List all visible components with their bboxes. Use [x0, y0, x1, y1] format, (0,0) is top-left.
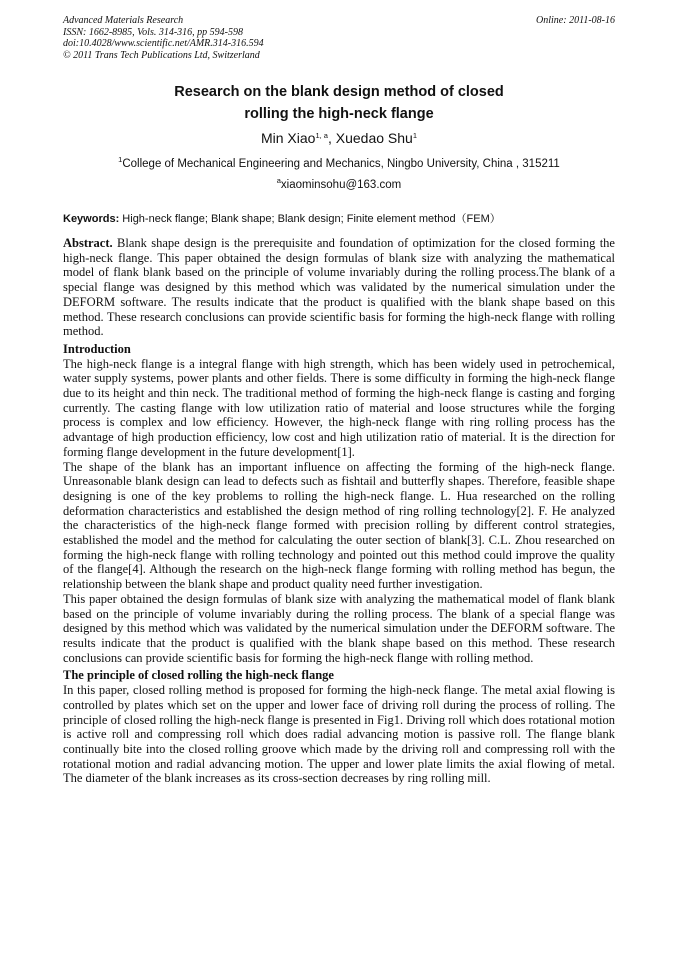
abstract-label: Abstract. [63, 236, 113, 250]
paper-body [63, 236, 615, 786]
section-heading-introduction: Introduction [63, 341, 131, 356]
email-mark: a [276, 176, 281, 185]
online-date: Online: 2011-08-16 [536, 15, 615, 26]
section-heading-principle: The principle of closed rolling the high-neck flange [63, 668, 334, 683]
title-line-1: Research on the blank design method of closed [174, 84, 504, 100]
affiliation-mark: 1 [118, 155, 123, 164]
author-list [63, 129, 615, 147]
affiliation [63, 157, 615, 171]
author-affiliation-mark: 1, a [315, 131, 328, 140]
paper-title [63, 81, 615, 125]
author-name: Min Xiao [260, 130, 316, 146]
author-affiliation-mark: 1 [412, 131, 417, 140]
abstract-text: Blank shape design is the prerequisite and foundation of optimization for the closed forming the high-neck flange. This paper obtained the design formulas of blank size with analyzing the mathematical model of flank blank based on the principle of volume invariably during the rolling process.The blank of a special flange was designed by this method which was validated by the numerical simulation under the DEFORM software. The results indicate that the product is qualified with the blank shape based on this method. These research conclusions can provide scientific basis for forming the high-neck flange with rolling method. [63, 236, 615, 339]
abstract [63, 236, 615, 339]
keywords-label: Keywords: [63, 213, 120, 225]
body-paragraph: The high-neck flange is a integral flange with high strength, which has been widely used in petrochemical, water supply systems, power plants and other fields. There is some difficulty in forming the high-neck flange due to its height and thin neck. The traditional method of forming the high-neck flange is casting and forging currently. The casting flange with low utilization ratio of material and loose structures while the forging process is complex and low efficiency. However, the high-neck flange with ring rolling process has the advantage of high production efficiency, low cost and high utilization ratio of material. It is the direction for forming flange development in the future development[1]. [63, 356, 615, 459]
copyright-line: © 2011 Trans Tech Publications Ltd, Switzerland [63, 49, 260, 61]
title-line-2: rolling the high-neck flange [244, 106, 434, 122]
email-text: xiaominsohu@163.com [280, 179, 402, 191]
journal-name: Advanced Materials Research [63, 15, 184, 26]
author-name: Xuedao Shu [335, 130, 413, 146]
keywords-text: High-neck flange; Blank shape; Blank design; Finite element method（FEM） [119, 213, 501, 225]
body-paragraph: This paper obtained the design formulas of blank size with analyzing the mathematical model of flank blank based on the principle of volume invariably during the rolling process. The blank of a special flange was designed by this method which was validated by the numerical simulation under the DEFORM software. The results indicate that the product is qualified with the blank shape based on this method. These research conclusions can provide scientific basis for forming the high-neck flange with rolling method. [63, 591, 615, 665]
journal-header [63, 15, 615, 61]
author-separator: , [327, 130, 336, 146]
body-paragraph: The shape of the blank has an important influence on affecting the forming of the high-neck flange. Unreasonable blank design can lead to defects such as fishtail and butterfly shapes. Therefore, feasible shape designing is one of the key problems to rolling the high-neck flange. L. Hua researched on the rolling deformation characteristics and established the design method of ring rolling technology[2]. F. He analyzed the characteristics of the high-neck flange formed with precision rolling by different control strategies, established the model and the method for calculating the outer section of blank[3]. C.L. Zhou researched on forming the high-neck flange with rolling technology and pointed out this method could improve the quality of the flange[4]. Although the research on the high-neck flange forming with rolling method has begun, the relationship between the blank shape and product quality need further investigation. [63, 459, 615, 592]
author-email [63, 178, 615, 192]
body-paragraph: In this paper, closed rolling method is proposed for forming the high-neck flange. The metal axial flowing is controlled by plates which set on the upper and lower face of driving roll during the process of rolling. The principle of closed rolling the high-neck flange is presented in Fig1. Driving roll which does rotational motion is active roll and compressing roll which does radial advancing motion is passive roll. The flange blank continually bite into the closed rolling groove which made by the driving roll and compressing roll with the rotational motion and radial advancing motion. The upper and lower plate limits the axial flowing of metal. The diameter of the blank increases as its cross-section decreases by ring rolling mill. [63, 683, 615, 786]
affiliation-text: College of Mechanical Engineering and Mechanics, Ningbo University, China , 315211 [122, 158, 560, 170]
doi-line: doi:10.4028/www.scientific.net/AMR.314-316.594 [63, 38, 264, 49]
keywords [63, 212, 615, 226]
issn-line: ISSN: 1662-8985, Vols. 314-316, pp 594-598 [63, 26, 243, 38]
